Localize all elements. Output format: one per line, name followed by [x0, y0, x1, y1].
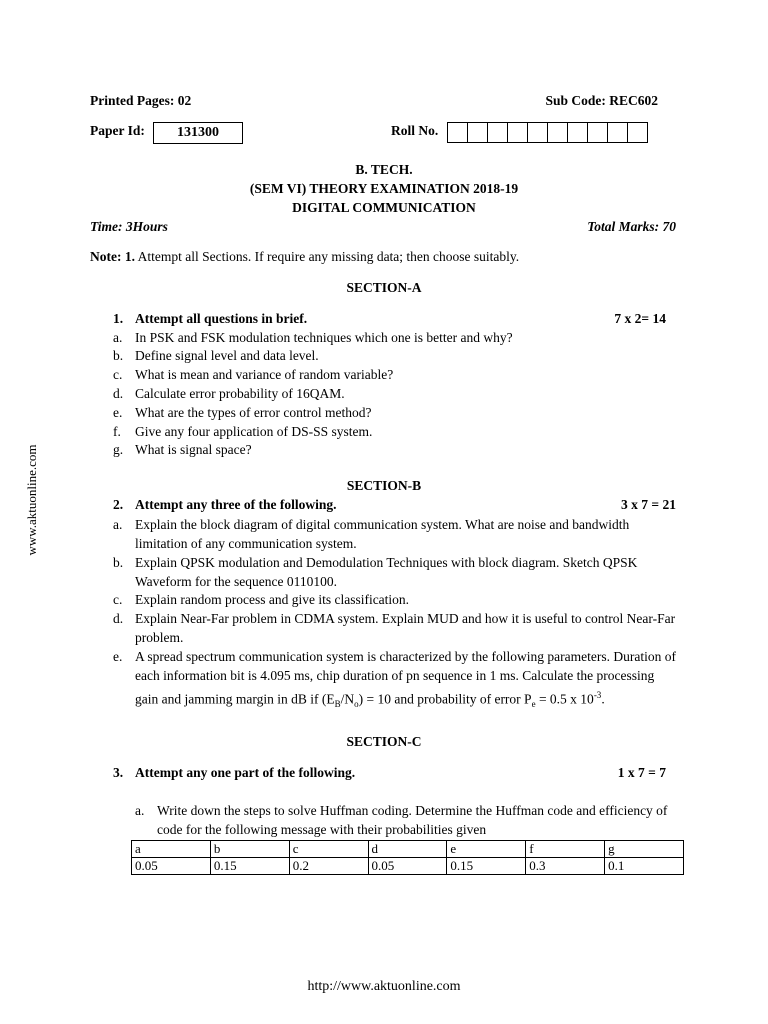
item-label: a. [113, 517, 123, 532]
item-text: Calculate error probability of 16QAM. [135, 386, 345, 401]
item-text-part: A spread spectrum communication system is characterized by the following parameters. Duration of each information bit is 4.095 ms, chip duration of pn sequence in 1 ms. Calculate the processing gain and jamming margin in dB if (E [135, 649, 676, 707]
table-cell: g [605, 841, 684, 858]
subscript: B [334, 698, 341, 709]
question-marks: 1 x 7 = 7 [617, 765, 666, 780]
list-item [113, 347, 678, 366]
item-text: Explain the block diagram of digital communication system. What are noise and bandwidth limitation of any communication system. [135, 517, 630, 551]
roll-no-label: Roll No. [391, 123, 439, 138]
table-cell: 0.05 [368, 858, 447, 875]
table-cell: e [447, 841, 526, 858]
item-label: d. [113, 386, 124, 401]
section-c-title: SECTION-C [346, 734, 422, 749]
item-text-part: = 0.5 x 10 [535, 691, 594, 707]
section-b-title: SECTION-B [346, 478, 422, 493]
item-text: What is signal space? [135, 442, 252, 457]
item-label: d. [113, 611, 124, 626]
question-2-header [113, 497, 676, 513]
time-label: Time: 3Hours [90, 219, 168, 234]
item-text: Explain QPSK modulation and Demodulation Techniques with block diagram. Sketch QPSK Waveform for the sequence 0110100. [135, 555, 638, 589]
degree-title: B. TECH. [355, 162, 413, 177]
roll-cell[interactable] [527, 122, 548, 143]
subscript: o [354, 698, 359, 709]
note-label: Note: 1. [90, 249, 135, 264]
item-label: e. [113, 649, 123, 664]
item-label: c. [113, 367, 123, 382]
roll-no-grid[interactable] [447, 122, 647, 143]
sub-code: Sub Code: REC602 [545, 93, 658, 108]
exam-title: (SEM VI) THEORY EXAMINATION 2018-19 [249, 181, 519, 196]
question-number: 2. [113, 497, 124, 512]
paper-id-box: 131300 [153, 122, 243, 144]
item-label: a. [113, 330, 123, 345]
table-row [132, 858, 684, 875]
roll-cell[interactable] [467, 122, 488, 143]
table-cell: 0.05 [132, 858, 211, 875]
item-text: Write down the steps to solve Huffman coding. Determine the Huffman code and efficiency of code for the following message with their probabilities given [157, 803, 668, 837]
table-cell: 0.1 [605, 858, 684, 875]
table-cell: 0.15 [210, 858, 289, 875]
table-cell: 0.15 [447, 858, 526, 875]
item-text: Define signal level and data level. [135, 348, 319, 363]
note-text: Attempt all Sections. If require any missing data; then choose suitably. [134, 249, 520, 264]
item-text: What is mean and variance of random variable? [135, 367, 394, 382]
item-label: e. [113, 405, 123, 420]
list-item [113, 591, 678, 610]
question-number: 1. [113, 311, 124, 326]
table-cell: 0.2 [289, 858, 368, 875]
question-1-header [113, 311, 676, 327]
list-item [113, 441, 678, 460]
list-item [113, 554, 678, 592]
paper-id-label: Paper Id: [90, 123, 145, 138]
question-text: Attempt any three of the following. [135, 497, 337, 512]
question-number: 3. [113, 765, 124, 780]
footer-link[interactable]: http://www.aktuonline.com [307, 979, 461, 994]
roll-cell[interactable] [607, 122, 628, 143]
roll-cell[interactable] [447, 122, 468, 143]
list-item [113, 329, 678, 348]
item-text: What are the types of error control method? [135, 405, 372, 420]
roll-cell[interactable] [507, 122, 528, 143]
item-text-part: /N [340, 691, 355, 707]
item-text-part: ) = 10 and probability of error P [358, 691, 532, 707]
printed-pages: Printed Pages: 02 [90, 93, 192, 108]
item-text-part: . [601, 691, 605, 707]
probability-table [131, 840, 684, 875]
item-label: g. [113, 442, 124, 457]
table-cell: c [289, 841, 368, 858]
item-label: b. [113, 348, 124, 363]
item-label: b. [113, 555, 124, 570]
roll-cell[interactable] [487, 122, 508, 143]
list-item [113, 385, 678, 404]
roll-cell[interactable] [567, 122, 588, 143]
item-text: Explain Near-Far problem in CDMA system. Explain MUD and how it is useful to control Near-Far problem. [135, 611, 676, 645]
superscript: -3 [593, 689, 602, 700]
side-watermark: www.aktuonline.com [24, 444, 39, 556]
list-item [113, 404, 678, 423]
list-item [135, 802, 680, 840]
table-cell: d [368, 841, 447, 858]
section-a-title: SECTION-A [346, 280, 422, 295]
item-label: c. [113, 592, 123, 607]
item-label: f. [113, 424, 121, 439]
table-cell: f [526, 841, 605, 858]
list-item [113, 516, 678, 554]
list-item [113, 648, 678, 714]
table-cell: a [132, 841, 211, 858]
question-text: Attempt all questions in brief. [135, 311, 308, 326]
total-marks: Total Marks: 70 [587, 219, 676, 234]
list-item [113, 610, 678, 648]
question-marks: 3 x 7 = 21 [621, 497, 676, 512]
table-row [132, 841, 684, 858]
table-cell: b [210, 841, 289, 858]
question-text: Attempt any one part of the following. [135, 765, 356, 780]
item-text [135, 648, 678, 714]
roll-cell[interactable] [587, 122, 608, 143]
subject-title: DIGITAL COMMUNICATION [292, 200, 476, 215]
item-text: In PSK and FSK modulation techniques which one is better and why? [135, 330, 513, 345]
subscript: e [531, 698, 536, 709]
question-3-header [113, 765, 676, 781]
item-text: Explain random process and give its classification. [135, 592, 410, 607]
list-item [113, 423, 678, 442]
list-item [113, 366, 678, 385]
item-label: a. [135, 803, 145, 818]
note [90, 249, 519, 265]
roll-cell[interactable] [627, 122, 648, 143]
roll-cell[interactable] [547, 122, 568, 143]
table-cell: 0.3 [526, 858, 605, 875]
item-text: Give any four application of DS-SS system. [135, 424, 373, 439]
question-marks: 7 x 2= 14 [614, 311, 666, 326]
